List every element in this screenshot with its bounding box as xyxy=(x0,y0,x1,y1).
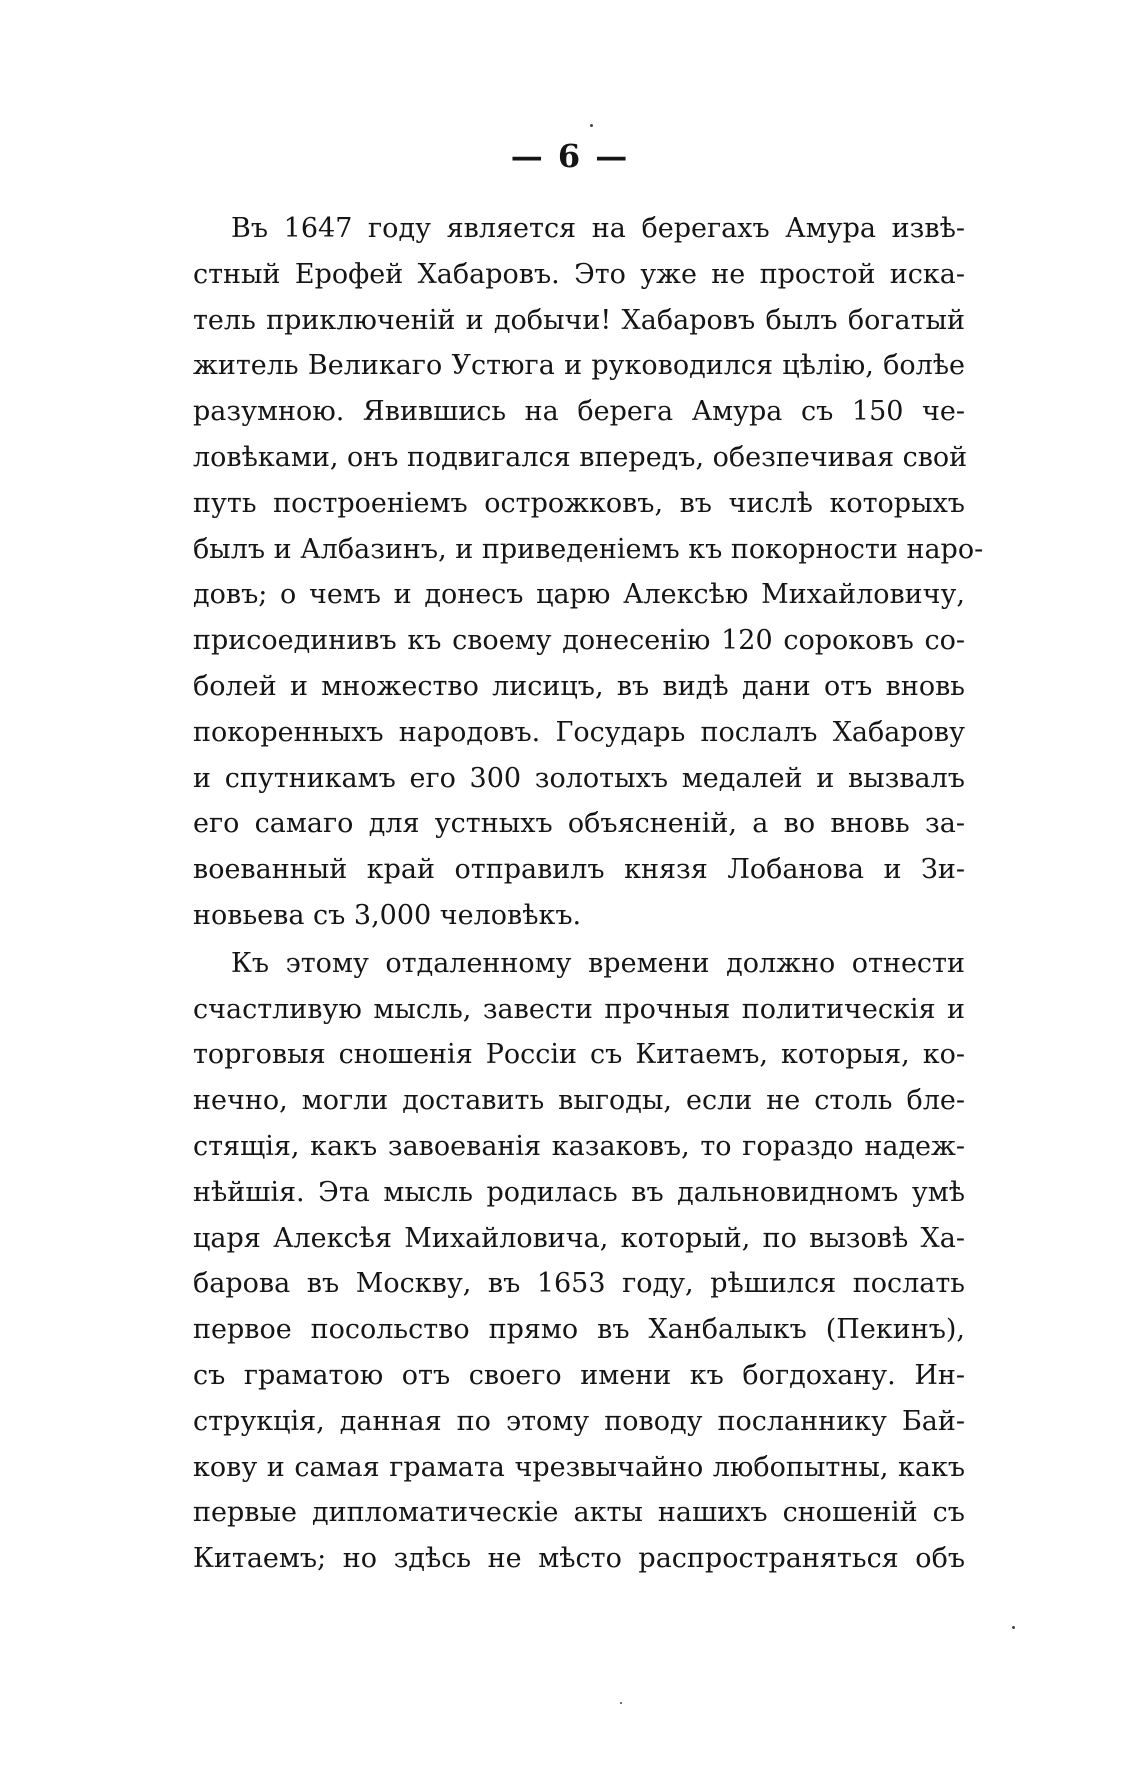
paragraph-2 xyxy=(193,941,965,1582)
text-line: былъ и Албазинъ, и приведеніемъ къ покорности наро- xyxy=(193,533,984,565)
text-line: нѣйшія. Эта мысль родилась въ дальновидномъ умѣ xyxy=(193,1176,965,1208)
text-line: первое посольство прямо въ Ханбалыкъ (Пекинъ), xyxy=(193,1314,965,1346)
text-line: его самаго для устныхъ объясненій, а во вновь за- xyxy=(193,808,965,840)
print-speck xyxy=(620,1702,622,1704)
text-line: счастливую мысль, завести прочныя политическія и xyxy=(193,993,965,1025)
text-line: Въ 1647 году является на берегахъ Амура извѣ- xyxy=(231,213,965,244)
text-line: торговыя сношенія Россіи съ Китаемъ, которыя, ко- xyxy=(193,1039,965,1071)
text-body xyxy=(193,206,984,1582)
text-line: кову и самая грамата чрезвычайно любопытны, какъ xyxy=(193,1451,965,1483)
paragraph-1 xyxy=(193,206,984,939)
text-line: болей и множество лисицъ, въ видѣ дани отъ вновь xyxy=(193,670,965,702)
text-line: первые дипломатическіе акты нашихъ сношеній съ xyxy=(193,1497,965,1529)
text-line: воеванный край отправилъ князя Лобанова и Зи- xyxy=(193,854,965,886)
text-line: нечно, могли доставить выгоды, если не столь бле- xyxy=(193,1085,965,1117)
text-line: стный Ерофей Хабаровъ. Это уже не простой иска- xyxy=(193,258,965,290)
text-line: Къ этому отдаленному времени должно отнести xyxy=(231,947,965,979)
text-line: царя Алексѣя Михайловича, который, по вызовѣ Ха- xyxy=(193,1222,965,1254)
text-line: новьева съ 3,000 человѣкъ. xyxy=(193,899,582,931)
text-line: съ граматою отъ своего имени къ богдохану. Ин- xyxy=(193,1359,965,1391)
print-speck xyxy=(1012,1626,1015,1629)
text-line: житель Великаго Устюга и руководился цѣлію, болѣе xyxy=(193,350,965,382)
text-line: путь построеніемъ острожковъ, въ числѣ которыхъ xyxy=(193,487,965,519)
text-line: стящія, какъ завоеванія казаковъ, то гораздо надеж- xyxy=(193,1130,965,1162)
text-line: и спутникамъ его 300 золотыхъ медалей и вызвалъ xyxy=(193,762,965,794)
text-line: Китаемъ; но здѣсь не мѣсто распространяться объ xyxy=(193,1543,965,1575)
page-number: — 6 — xyxy=(510,137,630,175)
text-line: барова въ Москву, въ 1653 году, рѣшился послать xyxy=(193,1268,965,1300)
print-speck xyxy=(590,124,593,127)
text-line: ловѣками, онъ подвигался впередъ, обезпечивая свой xyxy=(193,441,968,473)
text-line: разумною. Явившись на берега Амура съ 150 че- xyxy=(193,396,965,428)
text-line: струкція, данная по этому поводу посланнику Бай- xyxy=(193,1405,965,1437)
text-line: тель приключеній и добычи! Хабаровъ былъ богатый xyxy=(193,304,965,336)
text-line: присоединивъ къ своему донесенію 120 сороковъ со- xyxy=(193,625,965,657)
text-line: довъ; о чемъ и донесъ царю Алексѣю Михайловичу, xyxy=(193,579,965,611)
text-line: покоренныхъ народовъ. Государь послалъ Хабарову xyxy=(193,716,965,748)
